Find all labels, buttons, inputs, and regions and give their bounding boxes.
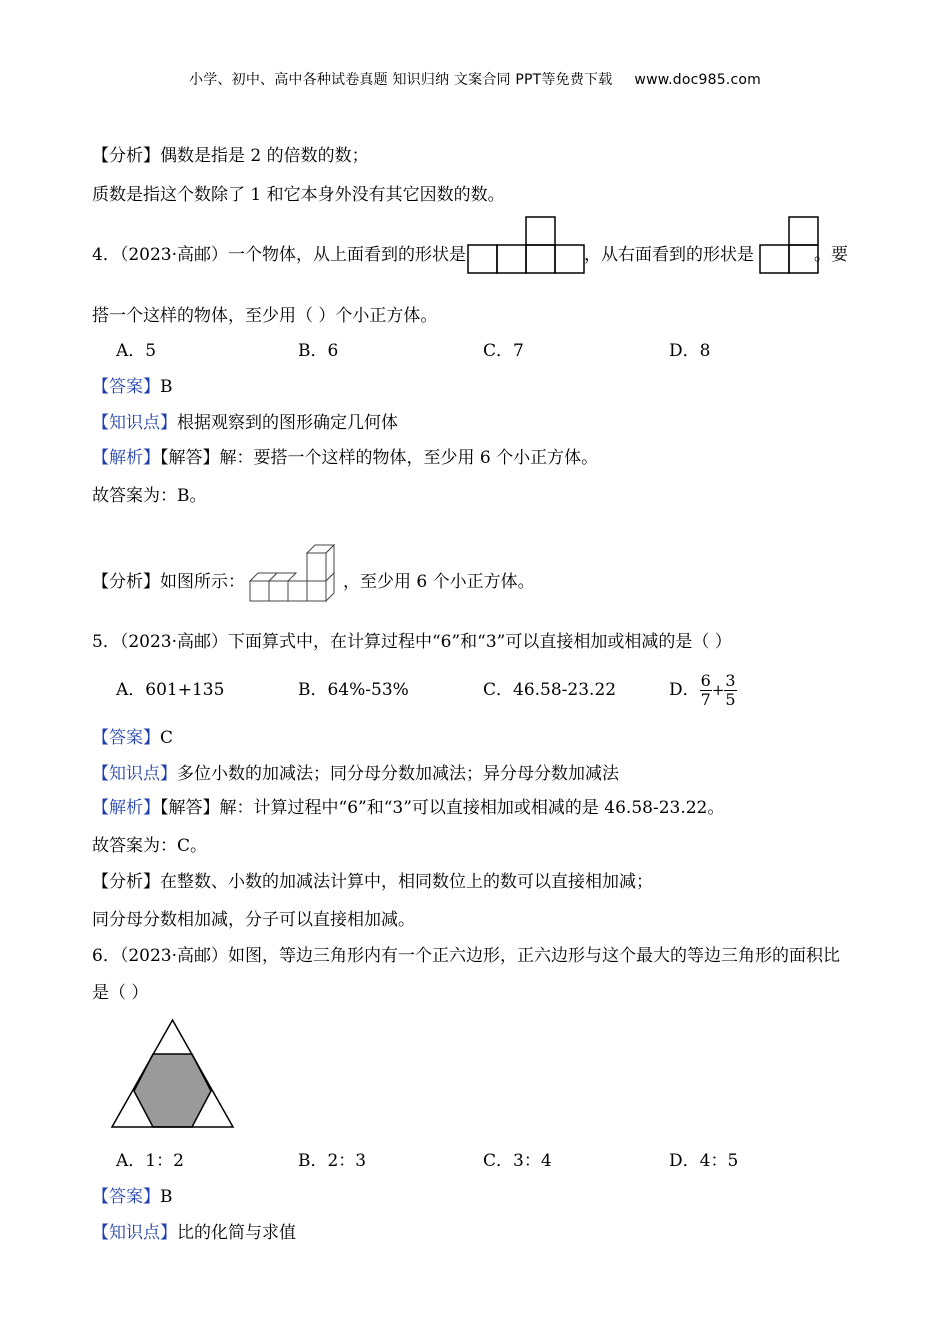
plus-sign: + — [711, 681, 725, 699]
fraction-6-7: $\frac{6}{7}$ — [700, 671, 711, 709]
knowledge-label: 【知识点】 — [92, 764, 177, 784]
analysis-label: 【分析】 — [92, 872, 160, 892]
explain-label: 【解析】 — [92, 798, 160, 818]
q4-right-view-figure — [759, 216, 819, 274]
q4-stem-part3: 。要 — [813, 245, 848, 265]
q6-stem: 6．（2023·高邮）如图，等边三角形内有一个正六边形，正六边形与这个最大的等边三角形的面积比 — [92, 946, 840, 966]
q6-option-c[interactable]: C．3：4 — [483, 1151, 552, 1171]
fraction-3-5: $\frac{3}{5}$ — [725, 671, 736, 709]
analysis-label: 【分析】 — [92, 572, 160, 592]
q4-stem-part1: 4．（2023·高邮）一个物体，从上面看到的形状是 — [92, 245, 466, 265]
q6-option-d[interactable]: D．4：5 — [669, 1151, 739, 1171]
hexagon-shape — [134, 1054, 211, 1127]
q4-option-a[interactable]: A．5 — [116, 341, 157, 361]
explain-label: 【解析】 — [92, 448, 160, 468]
answer-label: 【答案】 — [92, 1187, 160, 1207]
q4-explain-text: 【解答】解：要搭一个这样的物体，至少用 6 个小正方体。 — [160, 448, 599, 468]
q4-knowledge-text: 根据观察到的图形确定几何体 — [177, 413, 398, 433]
q5-option-d[interactable] — [669, 668, 737, 712]
header-text: 小学、初中、高中各种试卷真题 知识归纳 文案合同 PPT等免费下载 — [189, 72, 613, 88]
q5-option-c[interactable]: C．46.58-23.22 — [483, 680, 617, 700]
analysis-label: 【分析】 — [92, 146, 160, 166]
q4-stem-part2: ，从右面看到的形状是 — [583, 245, 754, 265]
q4-analysis-part2: ，至少用 6 个小正方体。 — [343, 572, 535, 592]
header-url[interactable]: www.doc985.com — [634, 72, 761, 88]
q5-analysis-text: 在整数、小数的加减法计算中，相同数位上的数可以直接相加减； — [160, 872, 653, 892]
q3-analysis-line2: 质数是指这个数除了 1 和它本身外没有其它因数的数。 — [92, 185, 505, 205]
knowledge-label: 【知识点】 — [92, 1223, 177, 1243]
q5-conclusion: 故答案为：C。 — [92, 836, 208, 856]
q6-triangle-hexagon-figure — [110, 1018, 236, 1130]
q5-knowledge — [92, 763, 619, 785]
answer-label: 【答案】 — [92, 377, 160, 397]
q4-option-d[interactable]: D．8 — [669, 341, 711, 361]
q4-stem-line2: 搭一个这样的物体，至少用（ ）个小正方体。 — [92, 306, 438, 326]
page-header — [0, 69, 950, 89]
q6-answer — [92, 1186, 173, 1208]
q5-analysis — [92, 871, 653, 893]
q5-analysis-line2: 同分母分数相加减，分子可以直接相加减。 — [92, 910, 415, 930]
answer-label: 【答案】 — [92, 728, 160, 748]
q4-option-c[interactable]: C．7 — [483, 341, 524, 361]
q4-explain — [92, 447, 598, 469]
q5-option-a[interactable]: A．601+135 — [116, 680, 225, 700]
q5-knowledge-text: 多位小数的加减法；同分母分数加减法；异分母分数加减法 — [177, 764, 619, 784]
q5-stem: 5．（2023·高邮）下面算式中，在计算过程中“6”和“3”可以直接相加或相减的是（ ） — [92, 632, 732, 652]
q6-option-a[interactable]: A．1：2 — [116, 1151, 184, 1171]
q6-option-b[interactable]: B．2：3 — [298, 1151, 367, 1171]
q6-answer-value: B — [160, 1187, 173, 1207]
q3-analysis — [92, 145, 369, 167]
q4-analysis-part1: 如图所示： — [160, 572, 245, 592]
knowledge-label: 【知识点】 — [92, 413, 177, 433]
q3-analysis-text: 偶数是指是 2 的倍数的数； — [160, 146, 369, 166]
q4-cube-figure — [250, 545, 346, 603]
q4-answer — [92, 376, 173, 398]
q4-knowledge — [92, 412, 398, 434]
q4-option-b[interactable]: B．6 — [298, 341, 339, 361]
q4-top-view-figure — [467, 216, 585, 274]
q5-explain-text: 【解答】解：计算过程中“6”和“3”可以直接相加或相减的是 46.58-23.22。 — [160, 798, 725, 818]
q5-option-d-label: D． — [669, 680, 700, 700]
q4-answer-value: B — [160, 377, 173, 397]
q6-knowledge — [92, 1222, 296, 1244]
q5-option-b[interactable]: B．64%-53% — [298, 680, 409, 700]
q6-knowledge-text: 比的化简与求值 — [177, 1223, 296, 1243]
q5-answer-value: C — [160, 728, 174, 748]
q6-stem-line2: 是（ ） — [92, 983, 149, 1003]
q5-explain — [92, 797, 724, 819]
q4-conclusion: 故答案为：B。 — [92, 486, 207, 506]
q5-answer — [92, 727, 173, 749]
